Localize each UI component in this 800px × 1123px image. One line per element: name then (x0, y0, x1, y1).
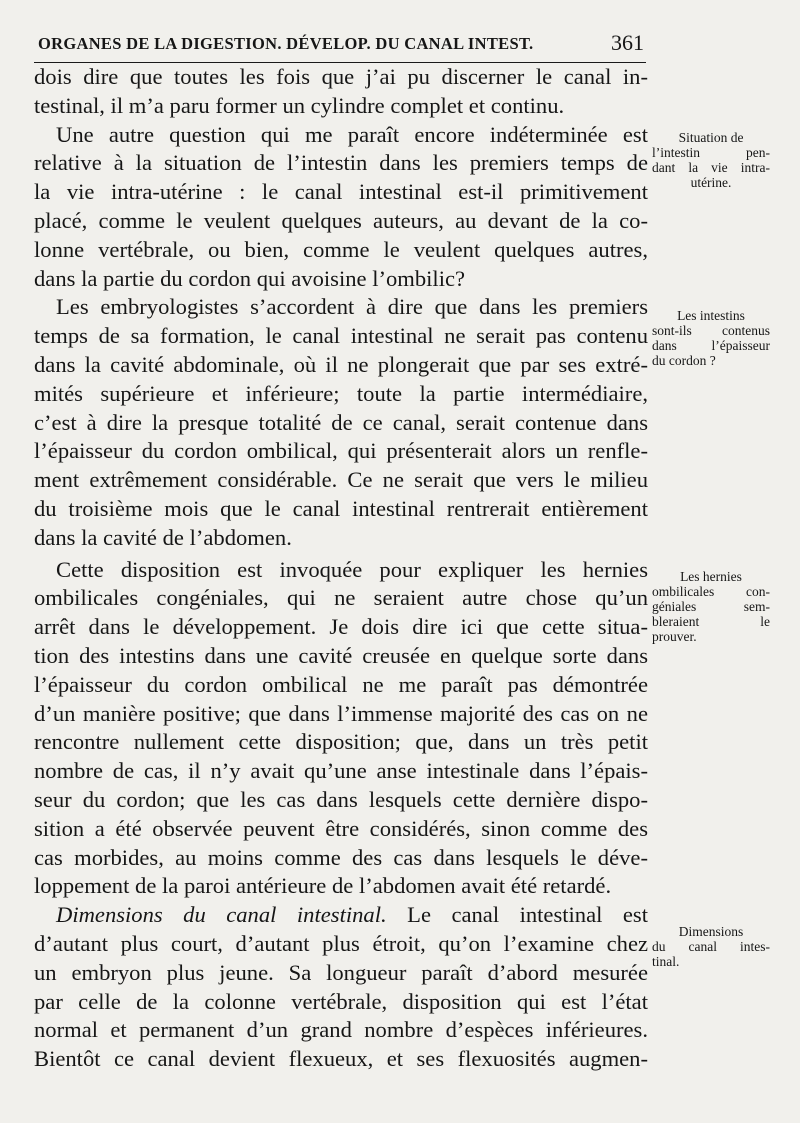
margin-note-line: l’intestin pen- (652, 145, 770, 160)
text-line: c’est à dire la presque totalité de ce canal, serait contenue dans (34, 409, 648, 435)
text-line: un embryon plus jeune. Sa longueur paraît d’abord mesurée (34, 959, 648, 985)
text-line: relative à la situation de l’intestin dans les premiers temps de (34, 150, 648, 176)
margin-note-line: Dimensions (678, 924, 744, 939)
text-line: ombilicales congéniales, qui ne seraient autre chose qu’un (34, 585, 648, 611)
margin-note-line: dans l’épaisseur (652, 338, 770, 353)
page-number: 361 (611, 30, 644, 55)
margin-note-dimensions (652, 924, 770, 969)
running-head-title: ORGANES DE LA DIGESTION. DÉVELOP. DU CANAL INTEST. (38, 34, 534, 53)
text-line: cas morbides, au moins comme des cas dans lesquels le déve- (34, 844, 648, 870)
text-line: dois dire que toutes les fois que j’ai pu discerner le canal in- (34, 64, 648, 89)
runin-heading: Dimensions du canal intestinal. (56, 902, 387, 928)
text-line: du troisième mois que le canal intestinal rentrerait entièrement (34, 495, 648, 521)
margin-note-cordon (652, 308, 770, 368)
text-line: l’épaisseur du cordon ombilical ne me paraît pas démontrée (34, 671, 648, 697)
text-line: normal et permanent d’un grand nombre d’espèces inférieures. (34, 1017, 648, 1043)
margin-note-line: utérine. (690, 175, 732, 190)
margin-note-line: du cordon ? (652, 353, 716, 368)
margin-note-line: Les intestins (677, 308, 745, 323)
text-line: d’autant plus court, d’autant plus étroit, qu’on l’examine chez (34, 930, 648, 956)
text-line: arrêt dans le développement. Je dois dire ici que cette situa- (34, 614, 648, 640)
text-line: d’un manière positive; que dans l’immense majorité des cas on ne (34, 700, 648, 726)
text-line-with-heading (34, 901, 648, 930)
margin-note-line: bleraient le (652, 614, 770, 629)
margin-note-line: tinal. (652, 954, 680, 969)
text-line: la vie intra-utérine : le canal intestinal est-il primitivement (34, 179, 648, 205)
text-line: l’épaisseur du cordon ombilical, qui présenterait alors un renfle- (34, 438, 648, 464)
text-line: temps de sa formation, le canal intestinal ne serait pas contenu (34, 323, 648, 349)
text-line: sition a été observée peuvent être considérés, sinon comme des (34, 815, 648, 841)
text-line: dans la cavité de l’abdomen. (34, 524, 292, 550)
body-text (34, 63, 648, 1074)
text-line: rencontre nullement cette disposition; que, dans un très petit (34, 729, 648, 755)
text-line: Bientôt ce canal devient flexueux, et ses flexuosités augmen- (34, 1046, 648, 1072)
margin-note-line: ombilicales con- (652, 584, 770, 599)
text-line: placé, comme le veulent quelques auteurs, au devant de la co- (34, 207, 648, 233)
text-line: Cette disposition est invoquée pour expliquer les hernies (56, 556, 648, 582)
margin-note-line: Les hernies (680, 569, 742, 584)
text-line: tion des intestins dans une cavité creusée en quelque sorte dans (34, 642, 648, 668)
text-line: mités supérieure et inférieure; toute la partie intermédiaire, (34, 380, 648, 406)
text-line: loppement de la paroi antérieure de l’abdomen avait été retardé. (34, 873, 612, 899)
margin-note-line: dant la vie intra- (652, 160, 770, 175)
margin-note-hernies (652, 569, 770, 644)
text-line: lonne vertébrale, ou bien, comme le veulent quelques autres, (34, 236, 648, 262)
text-line: dans la partie du cordon qui avoisine l’ombilic? (34, 265, 466, 291)
margin-note-line: géniales sem- (652, 599, 770, 614)
margin-note-line: prouver. (652, 629, 697, 644)
running-head (34, 26, 646, 63)
margin-note-line: du canal intes- (652, 939, 770, 954)
margin-note-line: sont-ils contenus (652, 323, 770, 338)
text-line: par celle de la colonne vertébrale, disposition qui est l’état (34, 988, 648, 1014)
text-line: Les embryologistes s’accordent à dire que dans les premiers (56, 294, 648, 320)
text-line: dans la cavité abdominale, où il ne plongerait que par ses extré- (34, 351, 648, 377)
text-line: ment extrêmement considérable. Ce ne serait que vers le milieu (34, 467, 648, 493)
text-line: Une autre question qui me paraît encore indéterminée est (56, 121, 648, 147)
text-fragment: Le canal intestinal est (407, 902, 648, 928)
margin-note-line: Situation de (678, 130, 744, 145)
text-line: seur du cordon; que les cas dans lesquels cette dernière dispo- (34, 786, 648, 812)
text-line: testinal, il m’a paru former un cylindre complet et continu. (34, 92, 565, 118)
text-line: nombre de cas, il n’y avait qu’une anse intestinale dans l’épais- (34, 758, 648, 784)
margin-note-situation (652, 130, 770, 190)
